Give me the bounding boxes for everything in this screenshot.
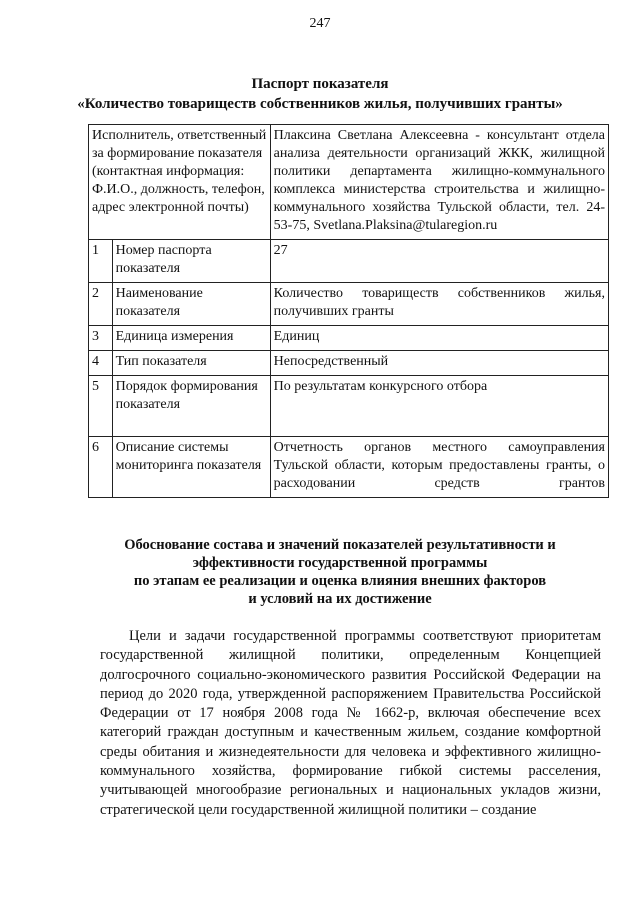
row-label: Номер паспорта показателя [112,240,270,283]
section-heading-line-1: Обоснование состава и значений показателей результативности и [124,537,556,553]
body-paragraph: Цели и задачи государственной программы соответствуют приоритетам государственной жилищной политики, определенным Концепцией долгосрочного социально-экономического развития Российской Федерации на период до 2020 года, утвержденной распоряжением Правительства Российской Федерации от 17 ноября 2008 года № 1662-р, включая обеспечение всех категорий граждан доступным и качественным жильем, создание комфортной среды обитания и жизнедеятельности для человека и эффективного жилищно-коммунального хозяйства, формирование гибкой системы расселения, учитывающей многообразие региональных и национальных укладов жизни, стратегической цели государственной жилищной политики – создание [100,628,601,818]
section-heading-line-3: по этапам ее реализации и оценка влияния внешних факторов [133,573,547,589]
executor-label: Исполнитель, ответственный за формирование показателя (контактная информация: Ф.И.О., должность, телефон, адрес электронной почты) [89,125,271,240]
row-label: Порядок формирования показателя [112,376,270,437]
row-number: 5 [89,376,113,437]
document-title [0,74,640,114]
table-row [89,240,609,283]
row-value: 27 [270,240,608,283]
row-number: 4 [89,351,113,376]
section-heading [60,536,620,608]
row-label: Единица измерения [112,326,270,351]
section-heading-line-4: и условий на их достижение [248,591,432,607]
title-line-2: «Количество товариществ собственников жилья, получивших гранты» [77,96,563,112]
page-number: 247 [309,16,331,31]
table-row [89,437,609,498]
table-row [89,376,609,437]
row-value: Единиц [270,326,608,351]
row-label: Тип показателя [112,351,270,376]
section-heading-line-2: эффективности государственной программы [192,555,488,571]
table-row [89,283,609,326]
row-value: Непосредственный [270,351,608,376]
row-label: Описание системы мониторинга показателя [112,437,270,498]
row-value: По результатам конкурсного отбора [270,376,608,437]
row-value: Отчетность органов местного самоуправления Тульской области, которым предоставлены гранты, о расходовании средств грантов [270,437,608,498]
indicator-passport-table [88,124,609,498]
executor-value: Плаксина Светлана Алексеевна - консультант отдела анализа деятельности организаций ЖКК, жилищной политики департамента жилищно-коммунального комплекса министерства строительства и жилищно-коммунального хозяйства Тульской области, тел. 24-53-75, Svetlana.Plaksina@tularegion.ru [270,125,608,240]
table-row [89,326,609,351]
row-number: 6 [89,437,113,498]
table-row [89,351,609,376]
row-label: Наименование показателя [112,283,270,326]
row-number: 3 [89,326,113,351]
table-row-executor [89,125,609,240]
row-value: Количество товариществ собственников жилья, получивших гранты [270,283,608,326]
row-number: 1 [89,240,113,283]
row-number: 2 [89,283,113,326]
title-line-1: Паспорт показателя [251,76,389,92]
